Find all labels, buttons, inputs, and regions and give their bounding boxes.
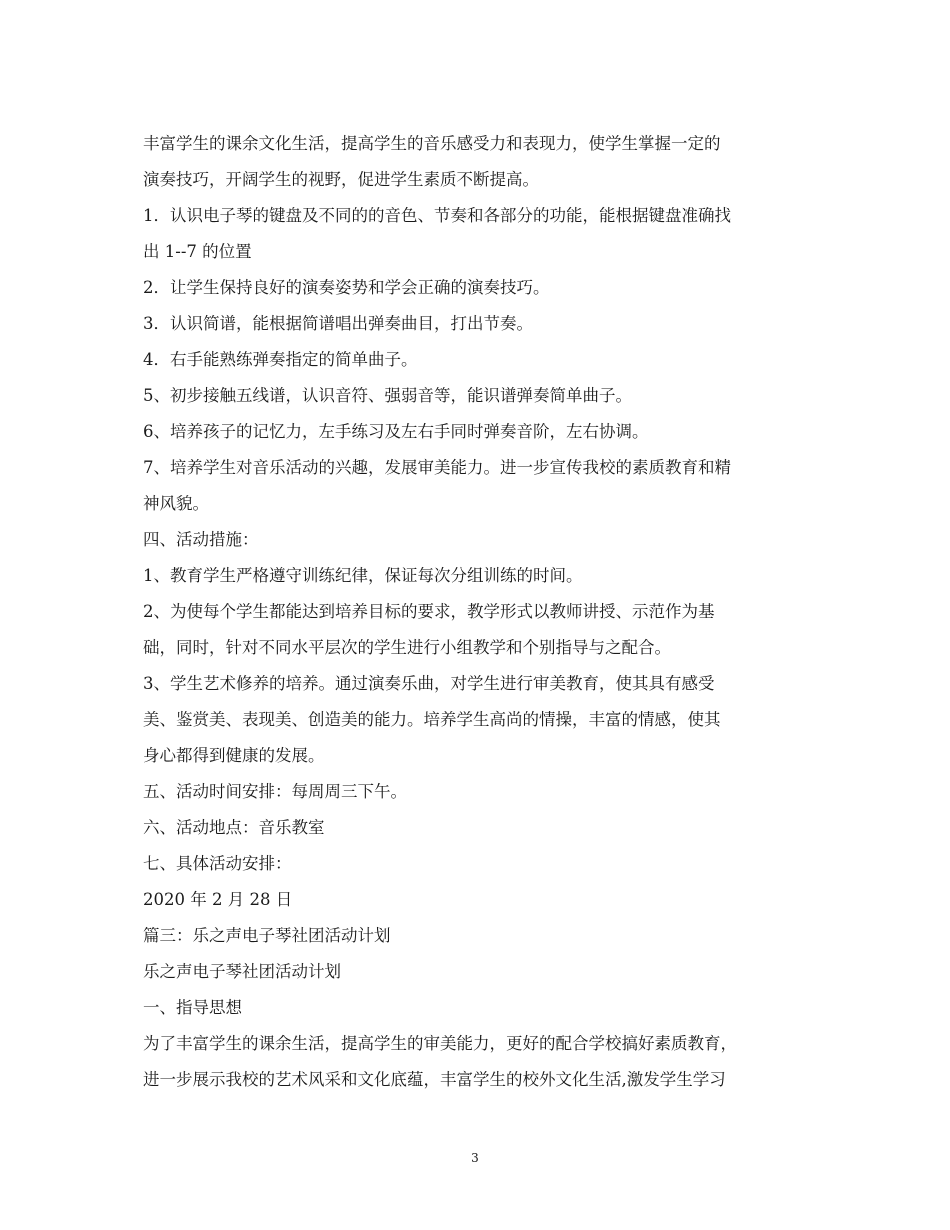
text-line: 为了丰富学生的课余生活，提高学生的审美能力，更好的配合学校搞好素质教育， <box>143 1034 737 1053</box>
section-heading: 七、具体活动安排： <box>143 854 292 873</box>
text-line: 1．认识电子琴的键盘及不同的的音色、节奏和各部分的功能，能根据键盘准确找 <box>143 206 731 225</box>
text-line: 2．让学生保持良好的演奏姿势和学会正确的演奏技巧。 <box>143 278 550 297</box>
text-line: 6、培养孩子的记忆力，左手练习及左右手同时弹奏音阶，左右协调。 <box>143 422 649 441</box>
text-line: 7、培养学生对音乐活动的兴趣，发展审美能力。进一步宣传我校的素质教育和精 <box>143 458 731 477</box>
text-line: 4．右手能熟练弹奏指定的简单曲子。 <box>143 350 418 369</box>
text-line: 5、初步接触五线谱，认识音符、强弱音等，能识谱弹奏简单曲子。 <box>143 386 632 405</box>
section-heading: 六、活动地点：音乐教室 <box>143 818 325 837</box>
text-line: 神风貌。 <box>143 494 209 513</box>
document-body <box>143 126 809 1098</box>
text-line: 出 1--7 的位置 <box>143 242 252 261</box>
text-line: 2、为使每个学生都能达到培养目标的要求，教学形式以教师讲授、示范作为基 <box>143 602 715 621</box>
text-line: 美、鉴赏美、表现美、创造美的能力。培养学生高尚的情操，丰富的情感，使其 <box>143 710 721 729</box>
text-line: 1、教育学生严格遵守训练纪律，保证每次分组训练的时间。 <box>143 566 583 585</box>
text-line: 3．认识简谱，能根据简谱唱出弹奏曲目，打出节奏。 <box>143 314 533 333</box>
document-title: 乐之声电子琴社团活动计划 <box>143 962 341 981</box>
text-line: 础，同时，针对不同水平层次的学生进行小组教学和个别指导与之配合。 <box>143 638 671 657</box>
text-line: 3、学生艺术修养的培养。通过演奏乐曲，对学生进行审美教育，使其具有感受 <box>143 674 715 693</box>
section-heading: 一、指导思想 <box>143 998 242 1017</box>
chapter-title: 篇三：乐之声电子琴社团活动计划 <box>143 926 391 945</box>
text-line: 身心都得到健康的发展。 <box>143 746 325 765</box>
text-line: 丰富学生的课余文化生活，提高学生的音乐感受力和表现力，使学生掌握一定的 <box>143 134 721 153</box>
section-heading: 五、活动时间安排：每周周三下午。 <box>143 782 407 801</box>
text-line: 演奏技巧，开阔学生的视野，促进学生素质不断提高。 <box>143 170 539 189</box>
date-line: 2020 年 2 月 28 日 <box>143 890 293 909</box>
section-heading: 四、活动措施： <box>143 530 259 549</box>
page-number: 3 <box>471 1151 479 1165</box>
text-line: 进一步展示我校的艺术风采和文化底蕴，丰富学生的校外文化生活,激发学生学习 <box>143 1070 726 1089</box>
